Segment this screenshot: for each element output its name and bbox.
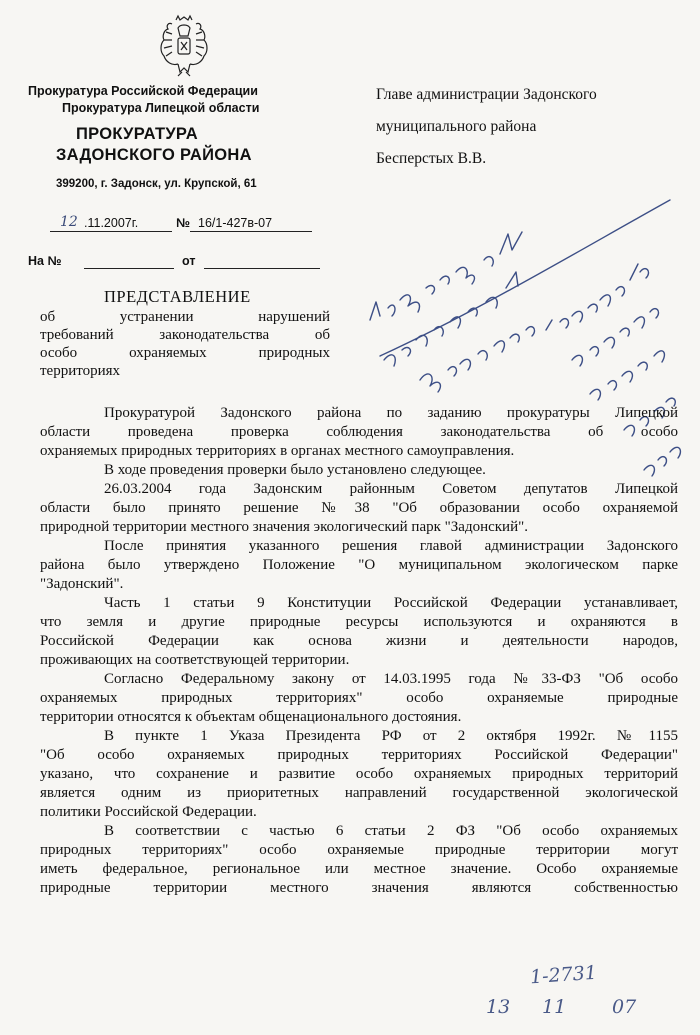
addressee-line-2: муниципального района: [376, 118, 537, 135]
stamp-month: 11: [542, 996, 567, 1018]
ref-from-label: от: [182, 254, 196, 268]
body-line: является одним из приоритетных направлений государственной экологической: [40, 785, 678, 801]
number-value: 16/1-427в-07: [198, 216, 273, 230]
body-line: указано, что сохранение и развитие особо охраняемых природных территорий: [40, 766, 678, 782]
office-address: 399200, г. Задонск, ул. Крупской, 61: [56, 178, 257, 190]
body-line: политики Российской Федерации.: [40, 804, 257, 820]
body-line: территории относятся к объектам общенационального достояния.: [40, 709, 462, 725]
subject-line: требований законодательства об: [40, 327, 330, 343]
body-line: "Об особо охраняемых природных территориях Российской Федерации": [40, 747, 678, 763]
body-line: области было принято решение №38 "Об образовании особо охраняемой: [40, 500, 678, 516]
ref-label: На №: [28, 254, 62, 268]
body-line: В ходе проведения проверки было установлено следующее.: [104, 462, 486, 478]
office-name-line-2: ЗАДОНСКОГО РАЙОНА: [56, 146, 252, 164]
subject-line: особо охраняемых природных: [40, 345, 330, 361]
body-line: проживающих на соответствующей территории.: [40, 652, 350, 668]
document-body: [40, 404, 678, 898]
subject-line: территориях: [40, 363, 121, 379]
body-line: природной территории местного значения экологический парк "Задонский".: [40, 519, 528, 535]
org-line-2: Прокуратура Липецкой области: [62, 101, 260, 115]
body-line: 26.03.2004 года Задонским районным Советом депутатов Липецкой: [104, 481, 678, 497]
body-line: природные территории местного значения являются собственностью: [40, 880, 678, 896]
org-line-1: Прокуратура Российской Федерации: [28, 84, 258, 98]
addressee-line-3: Бесперстых В.В.: [376, 150, 487, 167]
date-rest: .11.2007г.: [84, 216, 139, 230]
body-line: Российской Федерации как основа жизни и деятельности народов,: [40, 633, 678, 649]
body-line: природных территориях" особо охраняемые природные территории могут: [40, 842, 678, 858]
body-line: Прокуратурой Задонского района по заданию прокуратуры Липецкой: [104, 405, 678, 421]
body-line: После принятия указанного решения главой администрации Задонского: [104, 538, 678, 554]
subject-line: об устранении нарушений: [40, 309, 330, 325]
body-line: охраняемых природных территориях" особо охраняемые природные: [40, 690, 678, 706]
document-title: ПРЕДСТАВЛЕНИЕ: [104, 287, 251, 306]
body-line: района было утверждено Положение "О муниципальном экологическом парке: [40, 557, 678, 573]
body-line: В соответствии с частью 6 статьи 2 ФЗ "Об особо охраняемых: [104, 823, 678, 839]
body-line: Согласно Федеральному закону от 14.03.1995 года №33-ФЗ "Об особо: [104, 671, 678, 687]
body-line: В пункте 1 Указа Президента РФ от 2 октября 1992г. №1155: [104, 728, 678, 744]
body-line: "Задонский".: [40, 576, 124, 592]
office-name-line-1: ПРОКУРАТУРА: [76, 125, 198, 143]
addressee-line-1: Главе администрации Задонского: [376, 86, 597, 103]
stamp-year: 07: [612, 996, 637, 1018]
body-line: иметь федеральное, региональное или местное значение. Особо охраняемые: [40, 861, 678, 877]
stamp-number: 1-2731: [529, 961, 598, 989]
ref-date-line: [204, 268, 320, 269]
date-day-handwritten: 12: [60, 214, 78, 230]
coat-of-arms-icon: [158, 14, 210, 78]
number-label: №: [176, 216, 190, 230]
body-line: области проведена проверка соблюдения законодательства об особо: [40, 424, 678, 440]
number-underline: [190, 231, 312, 232]
stamp-day: 13: [486, 996, 511, 1018]
ref-number-line: [84, 268, 174, 269]
body-line: что земля и другие природные ресурсы используются и охраняются в: [40, 614, 678, 630]
body-line: охраняемых природных территориях в органах местного самоуправления.: [40, 443, 515, 459]
body-line: Часть 1 статьи 9 Конституции Российской Федерации устанавливает,: [104, 595, 678, 611]
document-subject: [40, 308, 330, 380]
date-underline: [50, 231, 172, 232]
